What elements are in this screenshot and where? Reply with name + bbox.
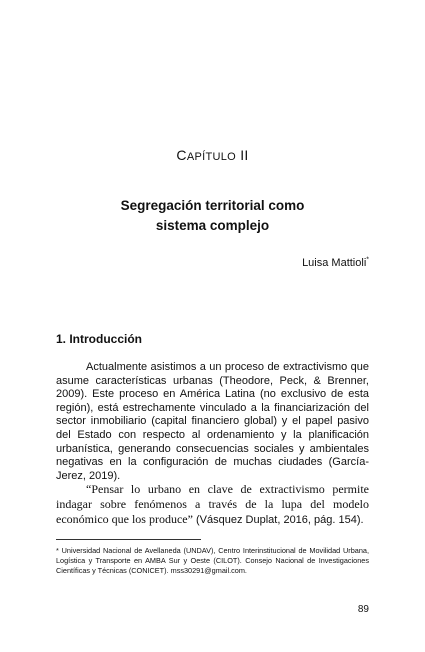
footnote: * Universidad Nacional de Avellaneda (UNDAV), Centro Interinstitucional de Movilidad Urbana, Logística y Transporte en AMBA Sur y Oeste (CILOT). Consejo Nacional de Investigaciones Científicas y Técnicas (CONICET). mss30291@gmail.com. (56, 546, 369, 575)
quote-text: “Pensar lo urbano en clave de extractivismo permite indagar sobre fenómenos a través de la lupa del modelo económico que los produce” (56, 482, 369, 526)
quote-citation: (Vásquez Duplat, 2016, pág. 154). (192, 513, 364, 526)
section-heading: 1. Introducción (56, 332, 143, 346)
page-number: 89 (357, 604, 369, 615)
chapter-title-line-1: Segregación territorial como (120, 198, 305, 213)
body-text (56, 361, 369, 527)
author-name: Luisa Mattioli (302, 257, 367, 269)
author-line (302, 257, 369, 269)
chapter-number: II (240, 147, 249, 163)
chapter-title (0, 196, 425, 236)
paragraph-1: Actualmente asistimos a un proceso de extractivismo que asume características urbanas (Theodore, Peck, & Brenner, 2009). Este proceso en América Latina (no exclusivo de esta región), está estrechamente vinculado a la financiarización del sector inmobiliario (capital financiero global) y el papel pasivo del Estado con respecto al ordenamiento y la planificación urbanística, generando consecuencias sociales y ambientales negativas en la configuración de muchas ciudades (García-Jerez, 2019). (56, 361, 369, 482)
footnote-marker: * (366, 256, 369, 264)
chapter-heading (0, 147, 425, 163)
chapter-heading-word: APÍTULO (186, 151, 236, 163)
chapter-heading-initial: C (176, 147, 187, 163)
chapter-title-line-2: sistema complejo (155, 218, 270, 233)
footnote-rule (56, 539, 201, 540)
paragraph-2 (56, 483, 369, 527)
